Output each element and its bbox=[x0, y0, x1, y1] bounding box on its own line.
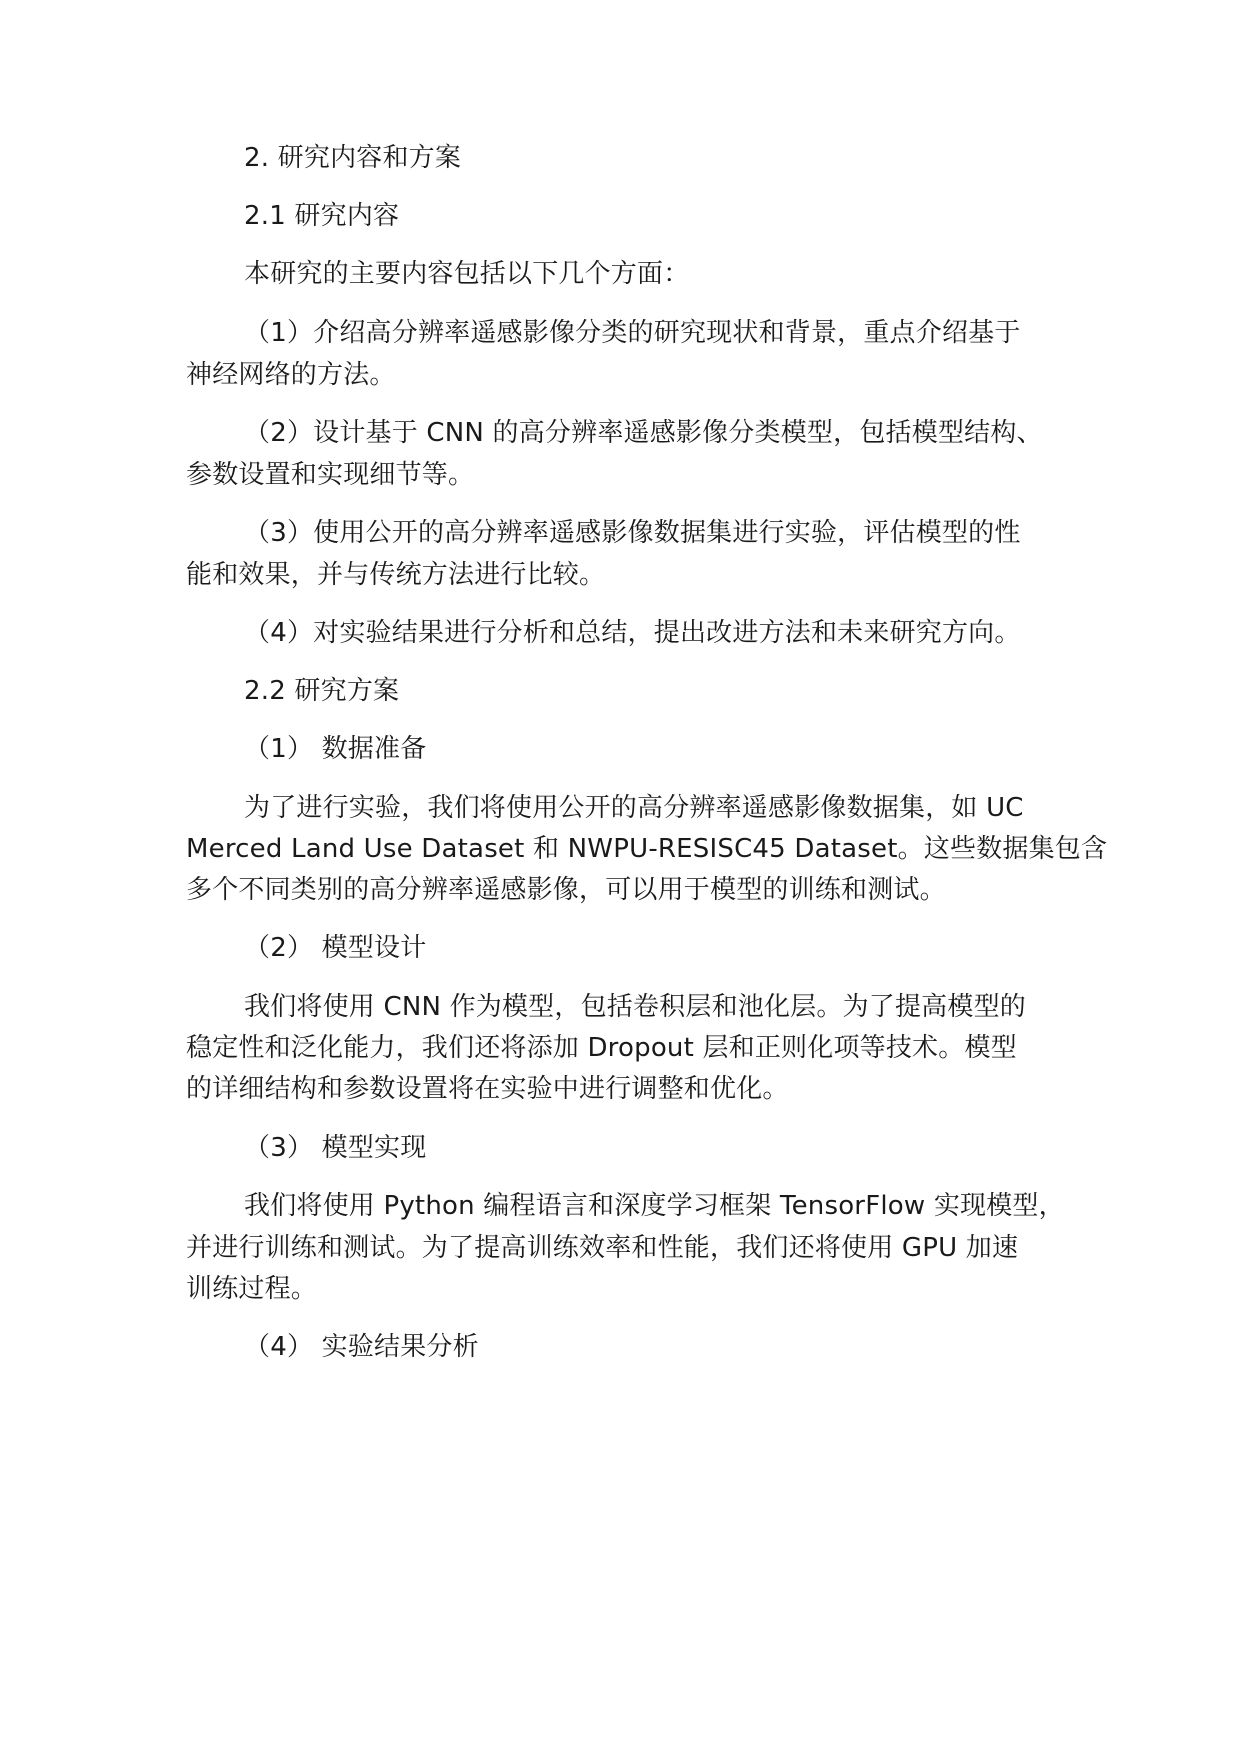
content-item-3-line-2: 能和效果，并与传统方法进行比较。 bbox=[186, 560, 606, 590]
content-item-4-line-1: （4）对实验结果进行分析和总结，提出改进方法和未来研究方向。 bbox=[244, 618, 1021, 648]
subsection-heading-2-1: 2.1 研究内容 bbox=[244, 201, 400, 231]
plan-2-line-2: 稳定性和泛化能力，我们还将添加 Dropout 层和正则化项等技术。模型 bbox=[186, 1033, 1017, 1063]
content-item-2-line-2: 参数设置和实现细节等。 bbox=[186, 460, 475, 490]
plan-heading-model-design: （2） 模型设计 bbox=[244, 933, 427, 963]
content-item-2-line-1: （2）设计基于 CNN 的高分辨率遥感影像分类模型，包括模型结构、 bbox=[244, 418, 1043, 448]
subsection-heading-2-2: 2.2 研究方案 bbox=[244, 676, 400, 706]
section-heading: 2. 研究内容和方案 bbox=[244, 143, 462, 173]
plan-2-line-1: 我们将使用 CNN 作为模型，包括卷积层和池化层。为了提高模型的 bbox=[244, 992, 1026, 1022]
plan-1-line-3: 多个不同类别的高分辨率遥感影像，可以用于模型的训练和测试。 bbox=[186, 875, 946, 905]
plan-heading-data-preparation: （1） 数据准备 bbox=[244, 734, 427, 764]
plan-heading-model-implementation: （3） 模型实现 bbox=[244, 1133, 427, 1163]
plan-3-line-1: 我们将使用 Python 编程语言和深度学习框架 TensorFlow 实现模型， bbox=[244, 1191, 1065, 1221]
plan-2-line-3: 的详细结构和参数设置将在实验中进行调整和优化。 bbox=[186, 1074, 789, 1104]
content-item-3-line-1: （3）使用公开的高分辨率遥感影像数据集进行实验，评估模型的性 bbox=[244, 518, 1021, 548]
content-item-1-line-1: （1）介绍高分辨率遥感影像分类的研究现状和背景，重点介绍基于 bbox=[244, 318, 1021, 348]
plan-1-line-1: 为了进行实验，我们将使用公开的高分辨率遥感影像数据集，如 UC bbox=[244, 793, 1024, 823]
plan-3-line-3: 训练过程。 bbox=[186, 1274, 318, 1304]
plan-1-line-2: Merced Land Use Dataset 和 NWPU-RESISC45 Dataset。这些数据集包含 bbox=[186, 834, 1108, 864]
content-item-1-line-2: 神经网络的方法。 bbox=[186, 360, 396, 390]
plan-3-line-2: 并进行训练和测试。为了提高训练效率和性能，我们还将使用 GPU 加速 bbox=[186, 1233, 1019, 1263]
plan-heading-results-analysis: （4） 实验结果分析 bbox=[244, 1332, 479, 1362]
intro-paragraph: 本研究的主要内容包括以下几个方面： bbox=[244, 259, 690, 289]
